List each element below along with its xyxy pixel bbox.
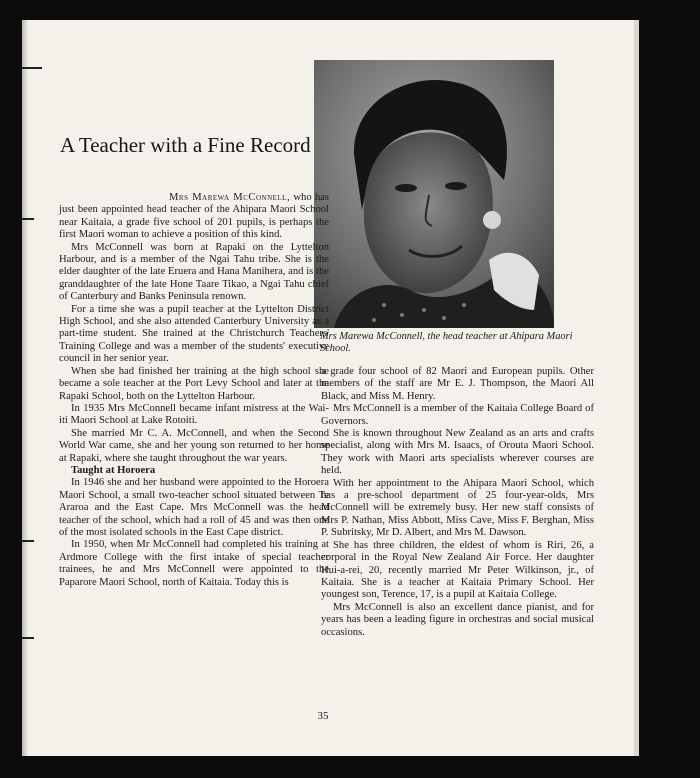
article-paragraph: With her appointment to the Ahipara Maori School, which has a pre-school department of 25 four-year-olds, Mrs McConnell will be extremely busy. Her new staff consists of Mrs P. Nathan, Miss Abbott, Miss Cave, Miss F. Berghan, Miss P. Subritsky, Mr D. Albert, and Mrs M. Dawson. <box>321 477 594 539</box>
page-number: 35 <box>317 710 329 722</box>
article-column-left <box>59 192 329 589</box>
portrait-image <box>314 60 554 328</box>
lead-name: Mrs Marewa McConnell, <box>169 192 291 203</box>
article-paragraph: In 1935 Mrs McConnell became infant mistress at the Wai-iti Maori School at Lake Rotoiti. <box>59 402 329 427</box>
article-column-right <box>321 366 594 639</box>
adjacent-page-edge <box>634 20 639 756</box>
article-paragraph: She is known throughout New Zealand as an arts and crafts specialist, along with Mrs M. Isaacs, of Orouta Maori School. They work with Maori arts specialists wherever courses are held. <box>321 428 594 477</box>
article-title: A Teacher with a Fine Record <box>60 133 311 157</box>
photo-caption: Mrs Marewa McConnell, the head teacher at Ahipara Maori School. <box>320 331 573 354</box>
article-paragraph: When she had finished her training at the high school she became a sole teacher at the Port Levy School and later at the Rapaki School, both on the Lyttelton Harbour. <box>59 365 329 402</box>
page-binding <box>22 20 28 756</box>
portrait-photo <box>314 60 554 328</box>
article-paragraph: In 1946 she and her husband were appointed to the Horoera Maori School, a small two-teacher school situated between Te Araroa and the East Cape. Mrs McConnell was the head teacher of the school, which had a roll of 45 and was then one of the most isolated schools in the East Cape district. <box>59 477 329 538</box>
article-paragraph: Mrs McConnell was born at Rapaki on the Lyttelton Harbour, and is a member of the Ngai Tahu tribe. She is the elder daughter of the late Eruera and Hana Manihera, and is the granddaughter of the late Hone Taare Tikao, a Ngai Tahu chief of Canterbury and Banks Peninsula renown. <box>59 241 329 303</box>
paragraph-text: who has just been appointed head teacher of the Ahipara Maori School near Kaitaia, a grade five school of 201 pupils, is perhaps the first Maori woman to achieve a position of this kind. <box>59 192 329 241</box>
article-paragraph: a grade four school of 82 Maori and European pupils. Other members of the staff are Mr E. J. Thompson, the Maori All Black, and Miss M. Henry. <box>321 366 594 402</box>
binding-mark <box>22 67 42 69</box>
article-paragraph: In 1950, when Mr McConnell had completed his training at Ardmore College with the first intake of special teacher trainees, he and Mrs McConnell were appointed to the Paparore Maori School, north of Kaitaia. Today this is <box>59 539 329 588</box>
binding-mark <box>22 218 34 220</box>
article-paragraph <box>59 192 329 242</box>
article-paragraph: For a time she was a pupil teacher at the Lyttelton District High School, and she also attended Canterbury University as a part-time student. She trained at the Christchurch Teachers' Training College and was a member of the students' executive council in her senior year. <box>59 303 329 365</box>
magazine-page <box>22 20 634 756</box>
article-paragraph: She married Mr C. A. McConnell, and when the Second World War came, she and her young son returned to her home at Rapaki, where she taught throughout the war years. <box>59 427 329 464</box>
article-paragraph: Mrs McConnell is also an excellent dance pianist, and for years has been a leading figure in orchestras and social musical occasions. <box>321 601 594 638</box>
article-paragraph: Mrs McConnell is a member of the Kaitaia College Board of Governors. <box>321 403 594 427</box>
article-paragraph: She has three children, the eldest of whom is Riri, 26, a corporal in the Royal New Zealand Air Force. Her daughter Hui-a-rei, 20, recently married Mr Peter Wilkinson, jr., of Kaitaia. She is a teacher at Kaitaia Primary School. Her youngest son, Terence, 17, is a pupil at Kaitaia College. <box>321 539 594 601</box>
article-subheading: Taught at Horoera <box>71 464 156 476</box>
binding-mark <box>22 637 34 639</box>
binding-mark <box>22 540 34 542</box>
